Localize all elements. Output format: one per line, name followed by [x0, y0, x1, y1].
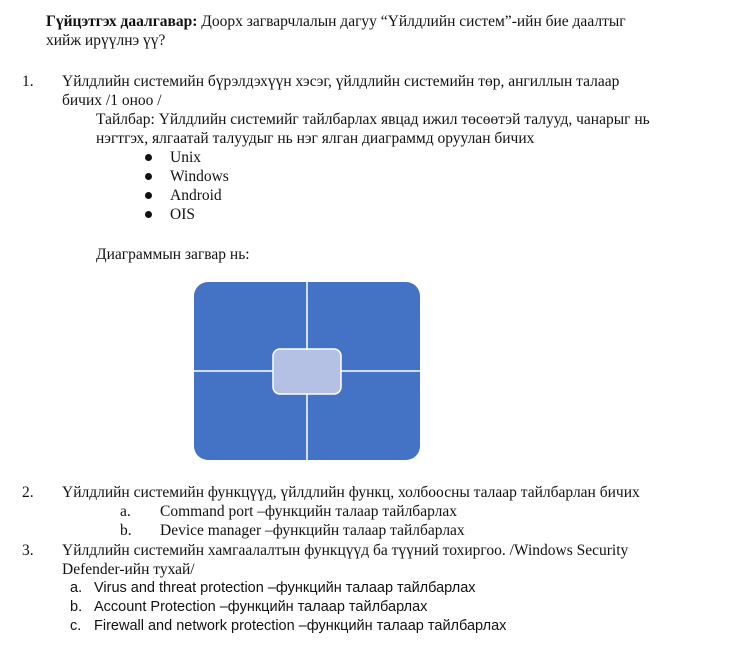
- list-marker: b.: [120, 522, 132, 539]
- diagram-caption: Диаграммын загвар нь:: [96, 246, 250, 263]
- intro-bold-label: Гүйцэтгэх даалгавар:: [46, 13, 198, 30]
- intro-paragraph: [46, 12, 626, 31]
- list-text: Firewall and network protection –функцийн талаар тайлбарлах: [94, 618, 507, 634]
- bullet-label: Android: [170, 187, 222, 204]
- intro-text-line1: Доорх загварчлалын дагуу “Үйлдлийн систем”-ийн бие даалтыг: [197, 13, 626, 30]
- list-text: Device manager –функцийн талаар тайлбарлах: [160, 522, 465, 539]
- list-text: Virus and threat protection –функцийн талаар тайлбарлах: [94, 580, 476, 596]
- task1-note-line1: Тайлбар: Үйлдлийн системийг тайлбарлах явцад ижил төсөөтэй талууд, чанарыг нь: [96, 111, 650, 128]
- task2-number: 2.: [22, 484, 34, 501]
- task1-line2: бичих /1 оноо /: [62, 92, 162, 109]
- list-text: Account Protection –функцийн талаар тайлбарлах: [94, 599, 428, 615]
- list-marker: b.: [70, 599, 83, 615]
- list-marker: a.: [70, 580, 83, 596]
- bullet-dot-icon: [145, 192, 152, 199]
- task1-line1: Үйлдлийн системийн бүрэлдэхүүн хэсэг, үйлдлийн системийн төр, ангиллын талаар: [62, 73, 620, 90]
- task3-number: 3.: [22, 542, 34, 559]
- task3-line1: Үйлдлийн системийн хамгаалалтын функцүүд ба түүний тохиргоо. /Windows Security: [62, 542, 629, 559]
- bullet-dot-icon: [145, 154, 152, 161]
- task1-note-line2: нэгтгэх, ялгаатай талуудыг нь нэг ялган диаграммд оруулан бичих: [96, 130, 535, 147]
- list-marker: a.: [120, 503, 131, 520]
- bullet-label: Windows: [170, 168, 229, 185]
- task1-number: 1.: [22, 73, 34, 90]
- intro-text-line2: хийж ирүүлнэ үү?: [46, 32, 166, 49]
- diagram-center-rect: [273, 349, 341, 394]
- bullet-label: Unix: [170, 149, 201, 166]
- bullet-dot-icon: [145, 211, 152, 218]
- task3-line2: Defender-ийн тухай/: [62, 561, 195, 578]
- bullet-label: OIS: [170, 206, 195, 223]
- list-marker: c.: [70, 618, 82, 634]
- list-text: Command port –функцийн талаар тайлбарлах: [160, 503, 457, 520]
- diagram-template: [194, 282, 420, 460]
- bullet-dot-icon: [145, 173, 152, 180]
- task2-line1: Үйлдлийн системийн функцүүд, үйлдлийн функц, холбоосны талаар тайлбарлан бичих: [62, 484, 640, 501]
